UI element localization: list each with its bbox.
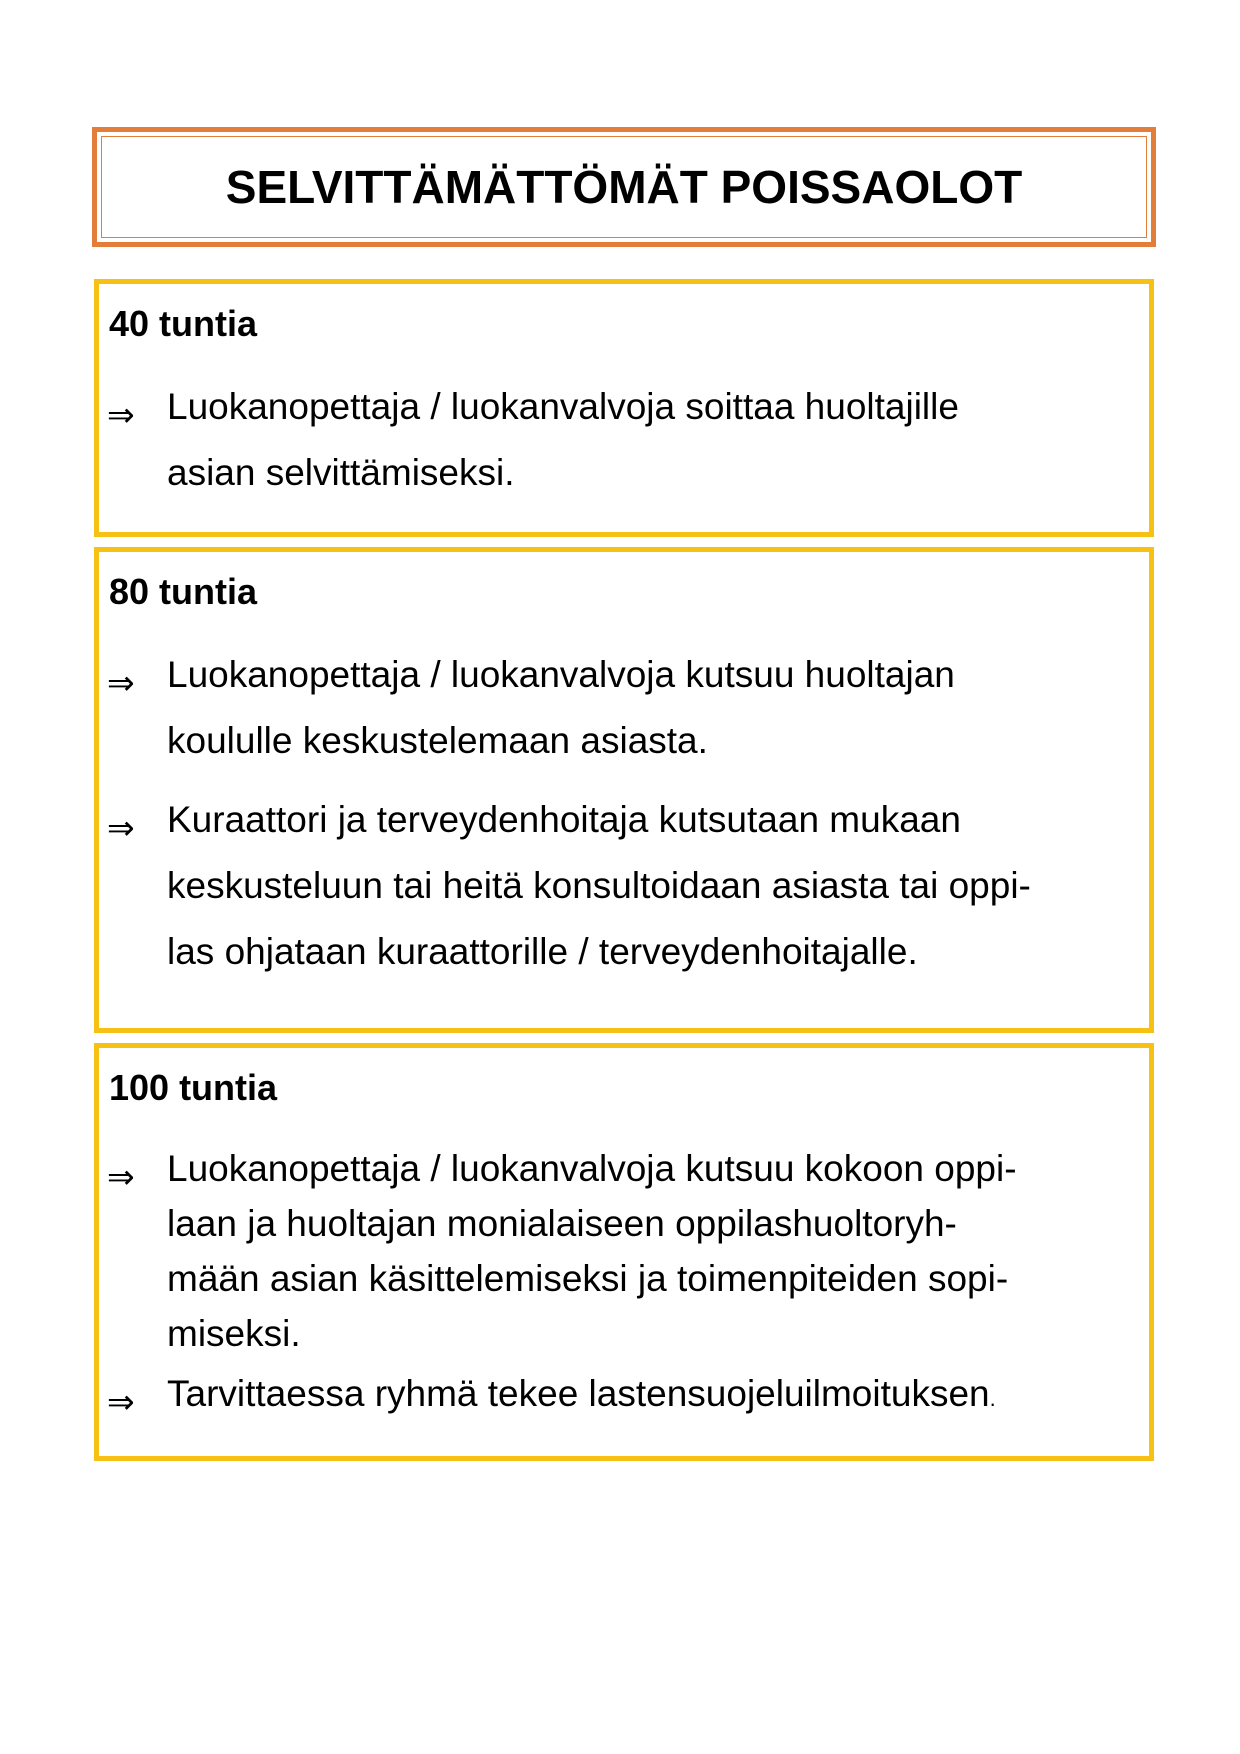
arrow-right-icon: ⇒ — [107, 808, 135, 847]
arrow-right-icon: ⇒ — [107, 663, 135, 702]
section-40-hours — [94, 279, 1154, 537]
title-box — [92, 127, 1156, 247]
arrow-right-icon: ⇒ — [107, 1382, 135, 1421]
arrow-right-icon: ⇒ — [107, 1157, 135, 1196]
section-heading: 40 tuntia — [109, 303, 258, 344]
section-80-hours — [94, 547, 1154, 1033]
page-title: SELVITTÄMÄTTÖMÄT POISSAOLOT — [225, 161, 1023, 213]
list-item — [107, 386, 1141, 506]
item-text — [167, 1366, 1141, 1426]
list-item — [107, 1148, 1141, 1361]
item-text: Luokanopettaja / luokanvalvoja kutsuu kokoon oppi- laan ja huoltajan monialaiseen oppilashuoltoryh- mään asian käsittelemiseksi ja toimenpiteiden sopi- miseksi. — [167, 1148, 1017, 1354]
item-text-main: Tarvittaessa ryhmä tekee lastensuojeluilmoituksen — [167, 1373, 990, 1414]
item-text-period: . — [989, 1386, 996, 1411]
section-100-hours — [94, 1043, 1154, 1461]
title-inner-frame — [101, 136, 1147, 238]
section-heading: 100 tuntia — [109, 1067, 278, 1108]
item-text: Luokanopettaja / luokanvalvoja soittaa huoltajille asian selvittämiseksi. — [167, 386, 959, 493]
list-item — [107, 799, 1141, 985]
item-text: Luokanopettaja / luokanvalvoja kutsuu huoltajan koululle keskustelemaan asiasta. — [167, 654, 955, 761]
arrow-right-icon: ⇒ — [107, 395, 135, 434]
list-item — [107, 1373, 1141, 1426]
section-heading: 80 tuntia — [109, 571, 258, 612]
item-text: Kuraattori ja terveydenhoitaja kutsutaan mukaan keskusteluun tai heitä konsultoidaan asiasta tai oppi- las ohjataan kuraattorille / terveydenhoitajalle. — [167, 799, 1031, 972]
list-item — [107, 654, 1141, 774]
